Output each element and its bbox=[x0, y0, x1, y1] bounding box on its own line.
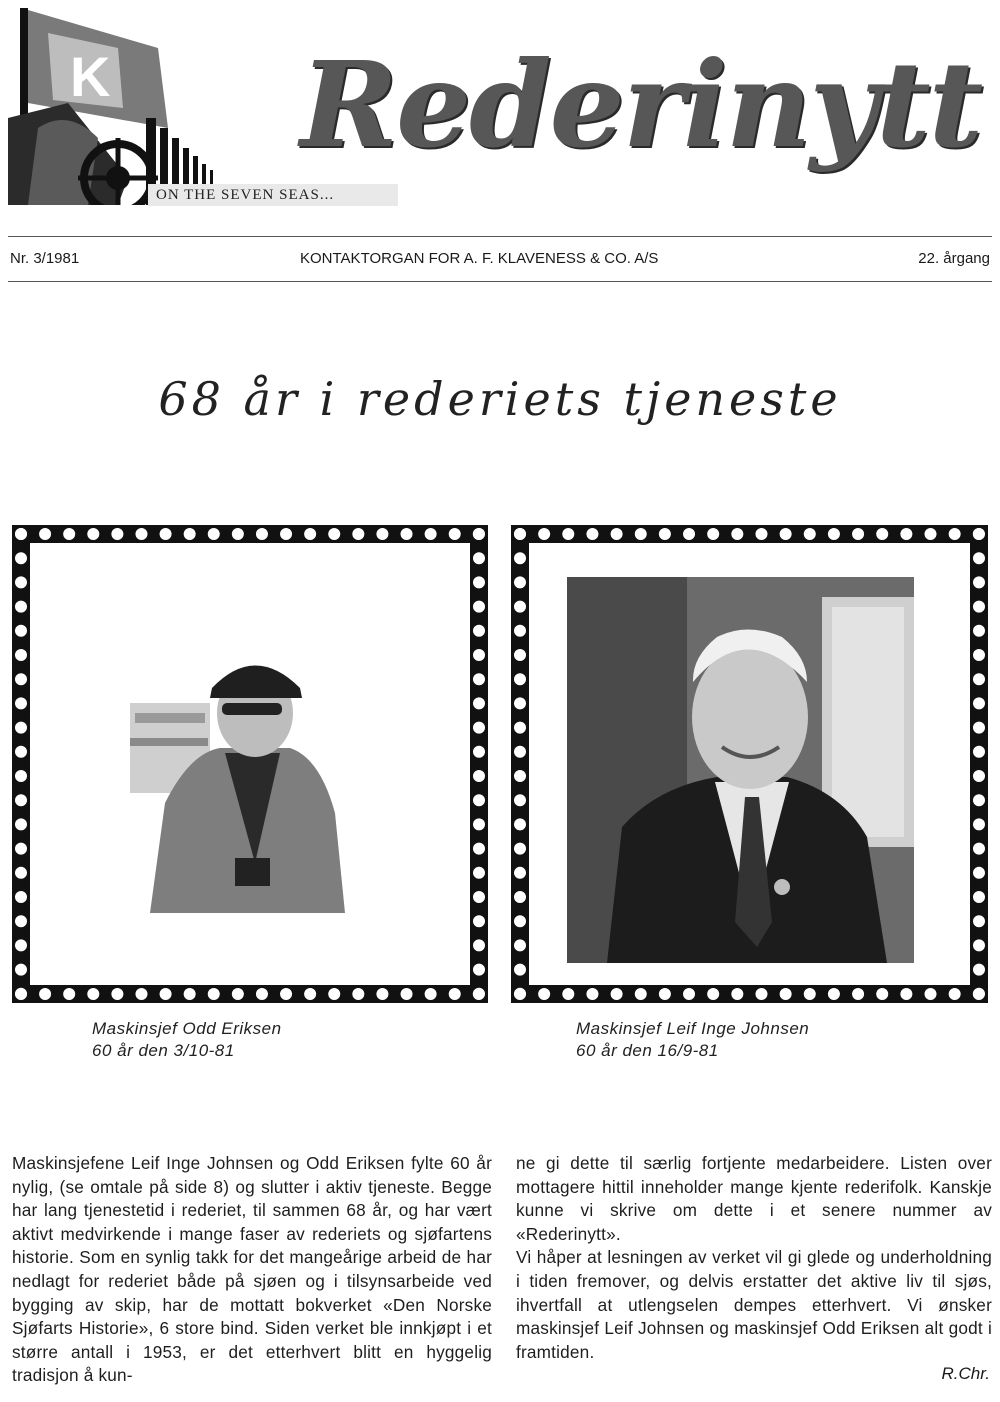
masthead bbox=[0, 0, 1000, 230]
svg-text:K: K bbox=[70, 45, 111, 108]
article-paragraph: Maskinsjefene Leif Inge Johnsen og Odd Eriksen fylte 60 år nylig, (se omtale på side 8) og slutter i aktiv tjeneste. Begge har lang tjenestetid i rederiet, til sammen 68 år, og har vært aktivt medvirkende i mange faser av rederiets og sjøfartens historie. Som en synlig takk for det mangeårige arbeid de har nedlagt for rederiet både på sjøen og i tilsynsarbeide ved bygging av skip, har de mottatt bokverket «Den Norske Sjøfarts Historie», 6 store bind. Siden verket ble innkjøpt i et større antall i 1953, er det etterhvert blitt en hyggelig tradisjon å kun- bbox=[12, 1153, 492, 1386]
top-rule bbox=[8, 236, 992, 237]
volume-year: 22. årgang bbox=[918, 250, 990, 267]
article-signature: R.Chr. bbox=[941, 1364, 990, 1383]
publisher-organ: KONTAKTORGAN FOR A. F. KLAVENESS & CO. A/S bbox=[300, 250, 659, 267]
caption-date: 60 år den 16/9-81 bbox=[576, 1041, 719, 1060]
bottom-rule bbox=[8, 281, 992, 282]
masthead-tagline: ON THE SEVEN SEAS... bbox=[148, 184, 398, 206]
caption-name: Maskinsjef Leif Inge Johnsen bbox=[576, 1019, 810, 1038]
masthead-title: Rederinytt bbox=[300, 35, 982, 174]
photo-frame-left bbox=[12, 525, 488, 1003]
issue-bar bbox=[8, 246, 992, 272]
caption-date: 60 år den 3/10-81 bbox=[92, 1041, 235, 1060]
caption-leif-inge-johnsen bbox=[576, 1018, 809, 1062]
article-column-1 bbox=[12, 1152, 492, 1388]
article-paragraph: ne gi dette til særlig fortjente medarbeidere. Listen over mottagere hittil inneholder mange kjente rederifolk. Kanskje kunne vi skrive om dette i et senere nummer av «Rederinytt». bbox=[516, 1153, 992, 1244]
article-column-2 bbox=[516, 1152, 992, 1364]
photo-odd-eriksen bbox=[130, 643, 390, 913]
article-headline: 68 år i rederiets tjeneste bbox=[158, 372, 842, 426]
issue-number: Nr. 3/1981 bbox=[10, 250, 80, 267]
caption-name: Maskinsjef Odd Eriksen bbox=[92, 1019, 282, 1038]
photo-frame-right bbox=[511, 525, 988, 1003]
article-paragraph: Vi håper at lesningen av verket vil gi glede og underholdning i tiden fremover, og delvis erstatter det aktive liv til sjøs, ihvertfall at utlengselen dempes etterhvert. Vi ønsker maskinsjef Leif Johnsen og maskinsjef Odd Eriksen alt godt i framtiden. bbox=[516, 1247, 992, 1362]
photo-leif-inge-johnsen bbox=[567, 577, 914, 963]
caption-odd-eriksen bbox=[92, 1018, 282, 1062]
